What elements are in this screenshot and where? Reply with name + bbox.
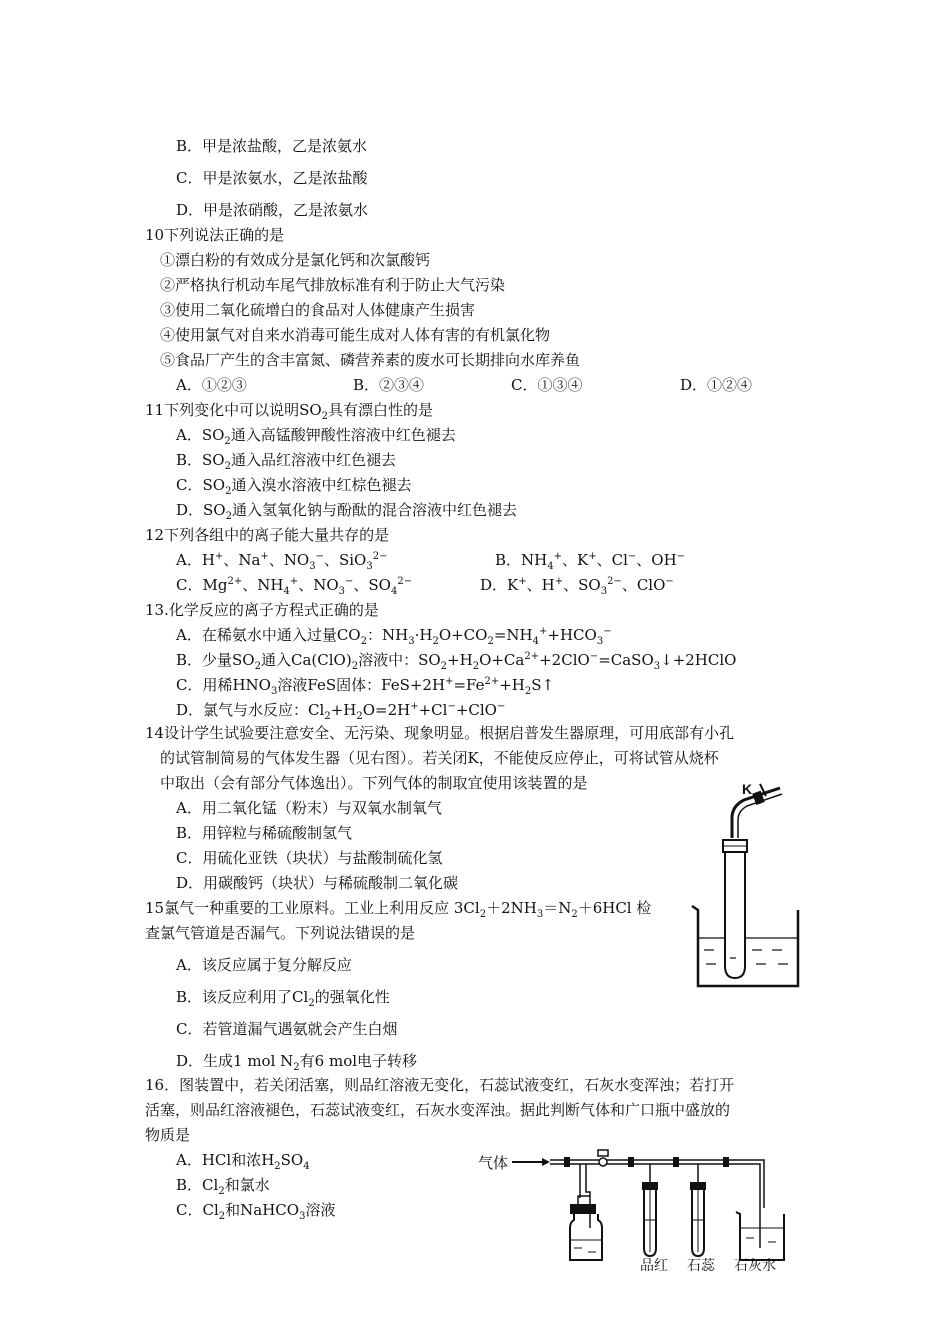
- q15-option-a: A．该反应属于复分解反应: [176, 956, 352, 974]
- q15-stem-line1: 15氯气一种重要的工业原料。工业上利用反应 $3Cl_2+2NH_3=N_2+6HCl$ 检: [145, 899, 652, 920]
- q16-stem-line3: 物质是: [145, 1126, 191, 1144]
- q14-stem-line1: 14设计学生试验要注意安全、无污染、现象明显。根据启普发生器原理，可用底部有小孔: [145, 724, 735, 742]
- q10-option-d: D．①②④: [680, 376, 753, 394]
- q10-item-2: ②严格执行机动车尾气排放标准有利于防止大气污染: [160, 276, 506, 294]
- q12-option-d: D．K+、H+、$SO_3^{2-}$、ClO−: [480, 576, 674, 597]
- q16-option-a: A．HCl和浓$H_2SO_4$: [176, 1151, 310, 1172]
- q9-option-d: D．甲是浓硝酸，乙是浓氨水: [176, 201, 369, 219]
- q16-option-b: B．$Cl_2$和氯水: [176, 1176, 270, 1197]
- q13-option-c: C．用稀$HNO_3$溶液FeS固体：$FeS+2H^+=Fe^{2+}+H_2S↑$: [176, 676, 555, 697]
- shihuishui-label: 石灰水: [734, 1258, 776, 1272]
- q14-option-a: A．用二氧化锰（粉末）与双氧水制氧气: [176, 799, 442, 817]
- q10-item-1: ①漂白粉的有效成分是氯化钙和次氯酸钙: [160, 251, 431, 269]
- q10-option-c: C．①③④: [511, 376, 583, 394]
- q9-option-b: B．甲是浓盐酸，乙是浓氨水: [176, 137, 368, 155]
- q14-stem-line3: 中取出（会有部分气体逸出）。下列气体的制取宜使用该装置的是: [160, 774, 588, 792]
- q10-item-4: ④使用氯气对自来水消毒可能生成对人体有害的有机氯化物: [160, 326, 551, 344]
- q13-option-d: D．氯气与水反应：$Cl_2+H_2O=2H^++Cl^-+ClO^-$: [176, 701, 506, 722]
- q11-option-b: B．$SO_2$通入品红溶液中红色褪去: [176, 451, 396, 472]
- q11-option-c: C．$SO_2$通入溴水溶液中红棕色褪去: [176, 476, 412, 497]
- q13-option-b: B．少量$SO_2$通入$Ca(ClO)_2$溶液中：$SO_2+H_2O+Ca^{2+}+2ClO^-=CaSO_3↓+2HClO$: [176, 651, 737, 672]
- q15-stem-line2: 查氯气管道是否漏气。下列说法错误的是: [145, 924, 416, 942]
- q12-option-a: A．H+、Na+、$NO_3^-$、SiO$_3^{2-}$: [176, 551, 388, 572]
- gas-train-figure: [478, 1148, 796, 1272]
- q14-option-b: B．用锌粒与稀硫酸制氢气: [176, 824, 353, 842]
- q16-stem-line1: 16．图装置中，若关闭活塞，则品红溶液无变化，石蕊试液变红，石灰水变浑浊；若打开: [145, 1076, 735, 1094]
- q10-item-5: ⑤食品厂产生的含丰富氮、磷营养素的废水可长期排向水库养鱼: [160, 351, 581, 369]
- q10-option-b: B．②③④: [353, 376, 425, 394]
- q11-option-a: A．$SO_2$通入高锰酸钾酸性溶液中红色褪去: [176, 426, 456, 447]
- q12-stem: 12下列各组中的离子能大量共存的是: [145, 526, 390, 544]
- q14-option-d: D．用碳酸钙（块状）与稀硫酸制二氧化碳: [176, 874, 459, 892]
- q10-option-a: A．①②③: [176, 376, 247, 394]
- shirui-label: 石蕊: [687, 1258, 715, 1272]
- gas-label: 气体: [478, 1155, 509, 1172]
- gas-generator-figure: [680, 778, 810, 993]
- q15-option-d: D．生成1 mol $N_2$有6 mol电子转移: [176, 1052, 418, 1073]
- q11-option-d: D．$SO_2$通入氢氧化钠与酚酞的混合溶液中红色褪去: [176, 501, 517, 522]
- q10-item-3: ③使用二氧化硫增白的食品对人体健康产生损害: [160, 301, 476, 319]
- q15-option-c: C．若管道漏气遇氨就会产生白烟: [176, 1020, 398, 1038]
- q14-stem-line2: 的试管制简易的气体发生器（见右图）。若关闭K，不能使反应停止，可将试管从烧杯: [160, 749, 719, 767]
- q12-option-c: C．$Mg^{2+}$、$NH_4^+$、$NO_3^-$、$SO_4^{2-}$: [176, 576, 413, 597]
- q11-stem: 11下列变化中可以说明$SO_2$具有漂白性的是: [145, 401, 434, 422]
- q14-option-c: C．用硫化亚铁（块状）与盐酸制硫化氢: [176, 849, 443, 867]
- q12-option-b: B．$NH_4^+$、K+、Cl−、OH−: [495, 551, 686, 572]
- q9-option-c: C．甲是浓氨水，乙是浓盐酸: [176, 169, 368, 187]
- q16-stem-line2: 活塞，则品红溶液褪色，石蕊试液变红，石灰水变浑浊。据此判断气体和广口瓶中盛放的: [145, 1101, 731, 1119]
- q13-option-a: A．在稀氨水中通入过量$CO_2$：$NH_3\cdot H_2O+CO_2=NH_4^++HCO_3^-$: [176, 626, 612, 647]
- valve-k-label: K: [742, 781, 753, 797]
- q15-option-b: B．该反应利用了$Cl_2$的强氧化性: [176, 988, 390, 1009]
- pinhong-label: 品红: [640, 1258, 668, 1272]
- q10-stem: 10下列说法正确的是: [145, 226, 285, 244]
- q16-option-c: C．$Cl_2$和NaHCO$_3$溶液: [176, 1201, 336, 1222]
- q13-stem: 13.化学反应的离子方程式正确的是: [145, 601, 379, 619]
